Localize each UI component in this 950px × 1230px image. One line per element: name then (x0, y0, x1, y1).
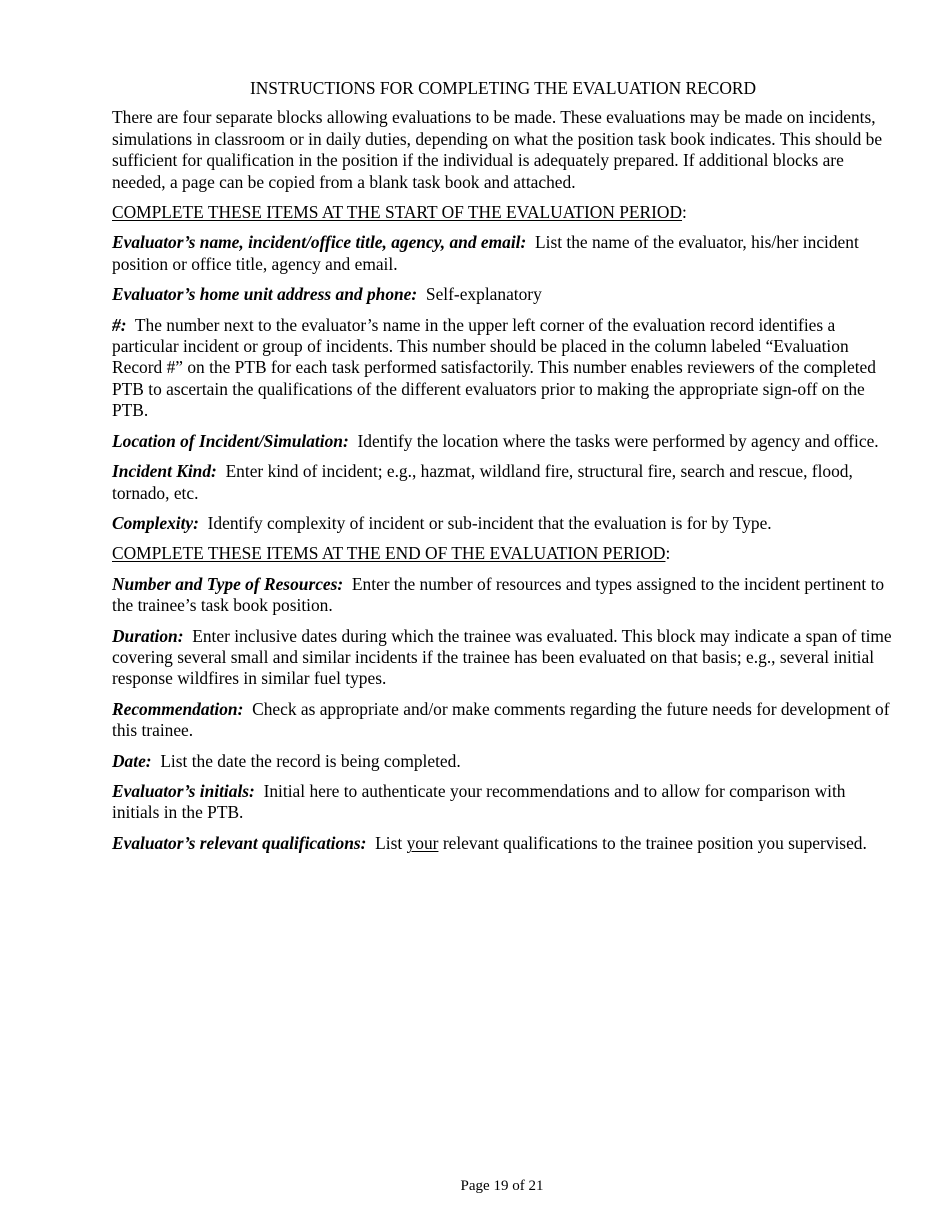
instruction-item (112, 574, 894, 617)
document-page (112, 78, 894, 863)
item-text: List the date the record is being completed. (160, 750, 461, 771)
item-term: Recommendation: (112, 698, 244, 719)
item-text: Identify complexity of incident or sub-incident that the evaluation is for by Type. (207, 512, 772, 533)
item-term: Evaluator’s name, incident/office title, agency, and email: (112, 232, 527, 253)
start-section-heading-suffix: : (682, 202, 687, 223)
end-section-heading-text: COMPLETE THESE ITEMS AT THE END OF THE EVALUATION PERIOD (112, 543, 666, 564)
intro-paragraph: There are four separate blocks allowing evaluations to be made. These evaluations may be made on incidents, simulations in classroom or in daily duties, depending on what the position task book indicates. This should be sufficient for qualification in the position if the individual is adequately prepared. If additional blocks are needed, a page can be copied from a blank task book and attached. (112, 107, 883, 192)
instruction-item (112, 461, 894, 504)
start-section-heading-text: COMPLETE THESE ITEMS AT THE START OF THE EVALUATION PERIOD (112, 202, 683, 223)
instruction-item (112, 315, 894, 422)
item-text: The number next to the evaluator’s name in the upper left corner of the evaluation record identifies a particular incident or group of incidents. This number should be placed in the column labeled “Evaluation Record #” on the PTB for each task performed satisfactorily. This number enables reviewers of the completed PTB to ascertain the qualifications of the different evaluators prior to making the appropriate sign-off on the PTB. (112, 314, 876, 421)
page-title: INSTRUCTIONS FOR COMPLETING THE EVALUATION RECORD (249, 78, 757, 98)
item-text: Enter kind of incident; e.g., hazmat, wildland fire, structural fire, search and rescue, flood, tornado, etc. (112, 461, 853, 503)
instruction-item (112, 699, 894, 742)
start-section-heading (112, 202, 894, 223)
item-term: Evaluator’s initials: (112, 780, 255, 801)
instruction-item (112, 751, 894, 772)
item-term: Number and Type of Resources: (112, 573, 344, 594)
item-term: Location of Incident/Simulation: (112, 430, 349, 451)
end-section-heading (112, 543, 894, 564)
item-term: Evaluator’s relevant qualifications: (112, 832, 367, 853)
instruction-item (112, 513, 894, 534)
item-term: Duration: (112, 625, 184, 646)
item-term: Evaluator’s home unit address and phone: (112, 284, 418, 305)
item-term: Complexity: (112, 512, 199, 533)
page-number: Page 19 of 21 (460, 1178, 544, 1194)
instruction-item (112, 431, 894, 452)
item-text-after: relevant qualifications to the trainee position you supervised. (442, 832, 867, 853)
item-term: Incident Kind: (112, 461, 217, 482)
item-text-underlined: your (406, 832, 439, 853)
item-text: Enter the number of resources and types assigned to the incident pertinent to the trainee’s task book position. (112, 573, 885, 616)
item-text: Enter inclusive dates during which the trainee was evaluated. This block may indicate a span of time covering several small and similar incidents if the trainee has been evaluated on that basis; e.g., several initial response wildfires in similar fuel types. (112, 625, 892, 689)
item-text: Check as appropriate and/or make comments regarding the future needs for development of this trainee. (112, 698, 890, 741)
item-text: Self-explanatory (425, 284, 542, 305)
instruction-item (112, 284, 894, 305)
item-text: Identify the location where the tasks were performed by agency and office. (357, 430, 879, 451)
instruction-item (112, 232, 894, 275)
item-term: #: (112, 314, 127, 335)
instruction-item (112, 626, 894, 690)
item-text: Initial here to authenticate your recommendations and to allow for comparison with initials in the PTB. (112, 780, 846, 823)
end-section-heading-suffix: : (665, 543, 671, 564)
item-text: List the name of the evaluator, his/her incident position or office title, agency and email. (112, 232, 859, 274)
item-term: Date: (112, 750, 152, 771)
item-text-before: List (375, 832, 403, 853)
instruction-item (112, 781, 894, 824)
instruction-item-qualifications (112, 833, 894, 854)
